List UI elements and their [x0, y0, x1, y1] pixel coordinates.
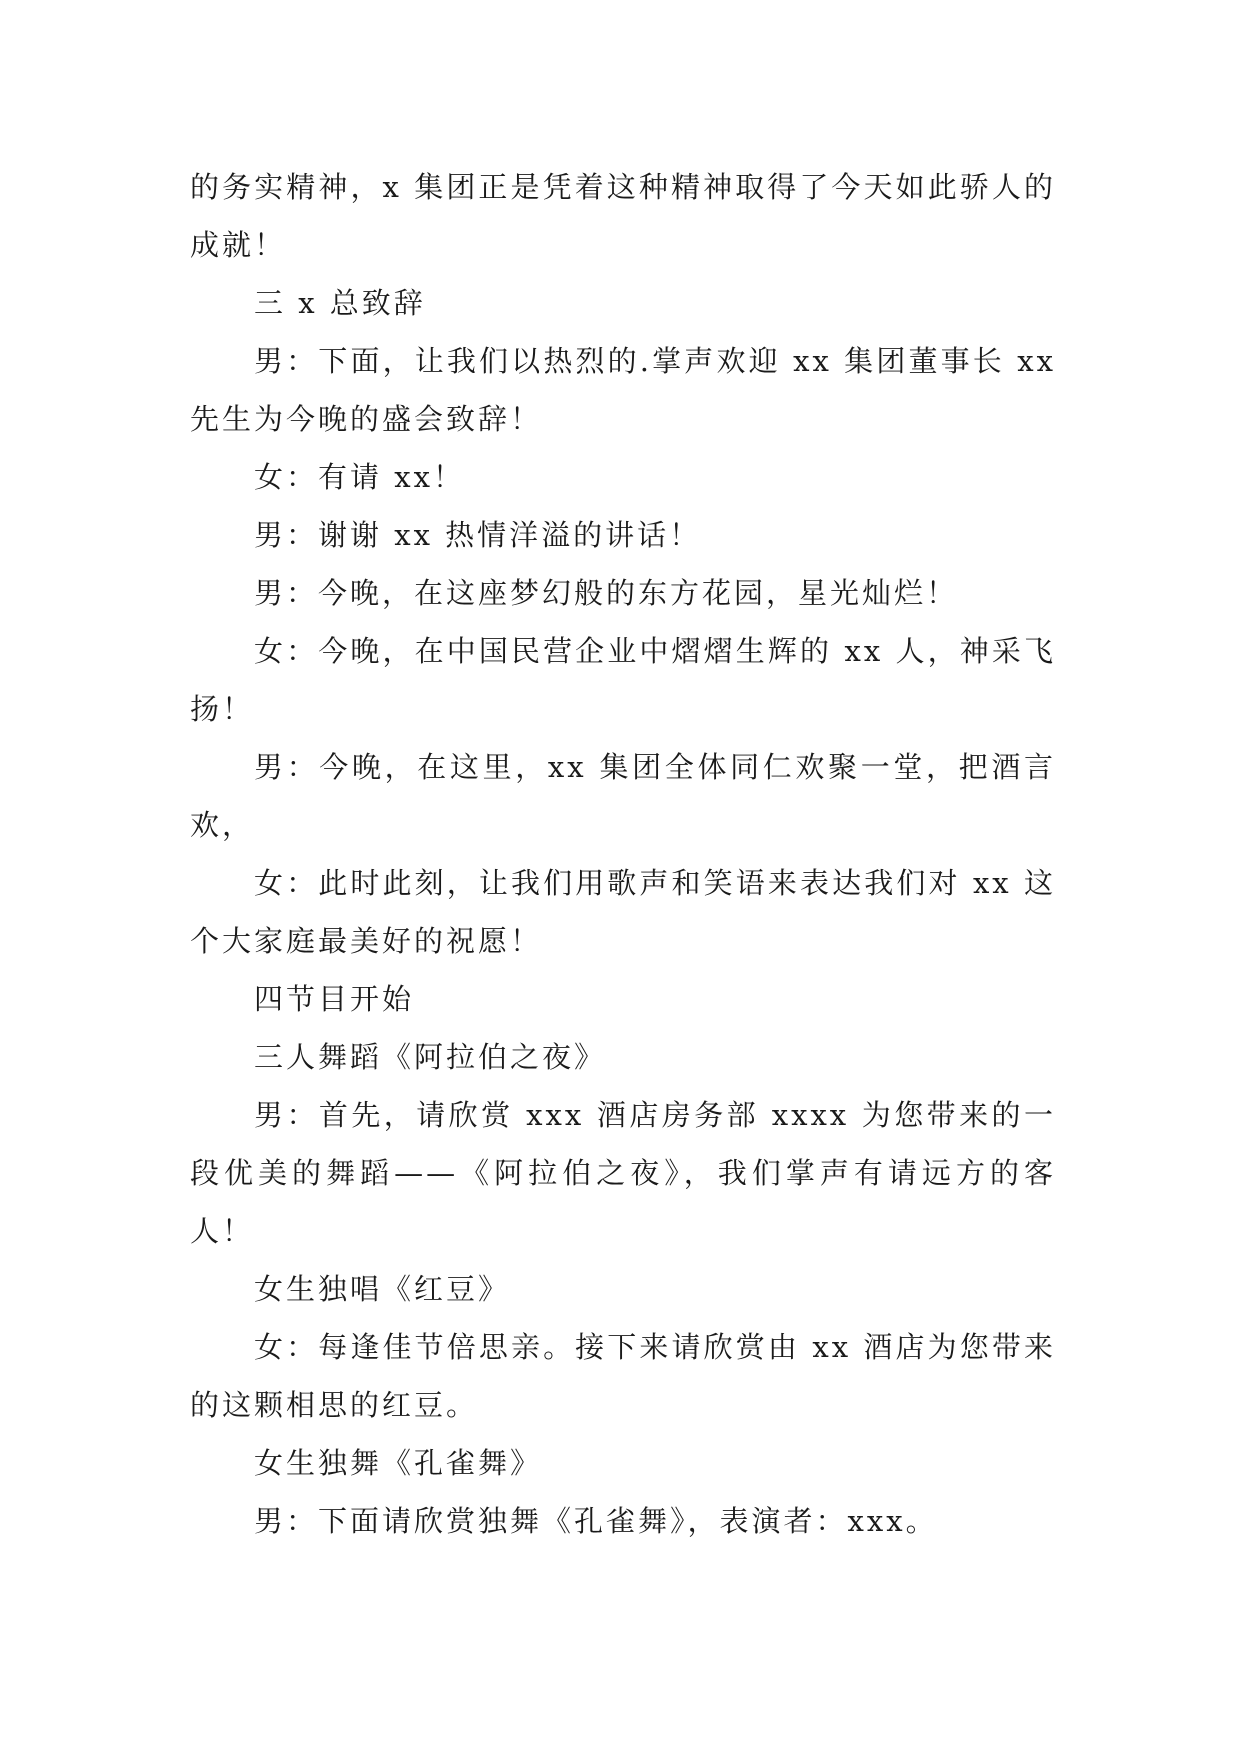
dialogue-male-intro-speech: 男：下面，让我们以热烈的.掌声欢迎 xx 集团董事长 xx 先生为今晚的盛会致辞！	[190, 344, 1056, 436]
dialogue-male-dance-intro: 男：首先，请欣赏 xxx 酒店房务部 xxxx 为您带来的一段优美的舞蹈——《阿拉伯之夜》，我们掌声有请远方的客人！	[190, 1098, 1056, 1248]
section-heading-program-start: 四节目开始	[254, 982, 415, 1016]
dialogue-female-tonight-enterprise: 女：今晚，在中国民营企业中熠熠生辉的 xx 人，神采飞扬！	[190, 634, 1056, 726]
dialogue-female-wishes: 女：此时此刻，让我们用歌声和笑语来表达我们对 xx 这个大家庭最美好的祝愿！	[190, 866, 1056, 958]
dialogue-male-peacock-intro: 男：下面请欣赏独舞《孔雀舞》，表演者：xxx。	[254, 1504, 938, 1538]
dialogue-female-invite: 女：有请 xx！	[254, 460, 465, 494]
program-title-peacock-dance: 女生独舞《孔雀舞》	[254, 1446, 543, 1480]
dialogue-male-tonight-gathering: 男：今晚，在这里，xx 集团全体同仁欢聚一堂，把酒言欢，	[190, 750, 1056, 842]
dialogue-male-thanks: 男：谢谢 xx 热情洋溢的讲话！	[254, 518, 702, 552]
program-title-arabian-night: 三人舞蹈《阿拉伯之夜》	[254, 1040, 607, 1074]
paragraph-continuation: 的务实精神，x 集团正是凭着这种精神取得了今天如此骄人的成就！	[190, 170, 1056, 262]
section-heading-speech: 三 x 总致辞	[254, 286, 426, 320]
dialogue-male-tonight-garden: 男：今晚，在这座梦幻般的东方花园，星光灿烂！	[254, 576, 959, 610]
dialogue-female-song-intro: 女：每逢佳节倍思亲。接下来请欣赏由 xx 酒店为您带来的这颗相思的红豆。	[190, 1330, 1056, 1422]
document-page	[190, 158, 1056, 1550]
program-title-red-bean: 女生独唱《红豆》	[254, 1272, 511, 1306]
